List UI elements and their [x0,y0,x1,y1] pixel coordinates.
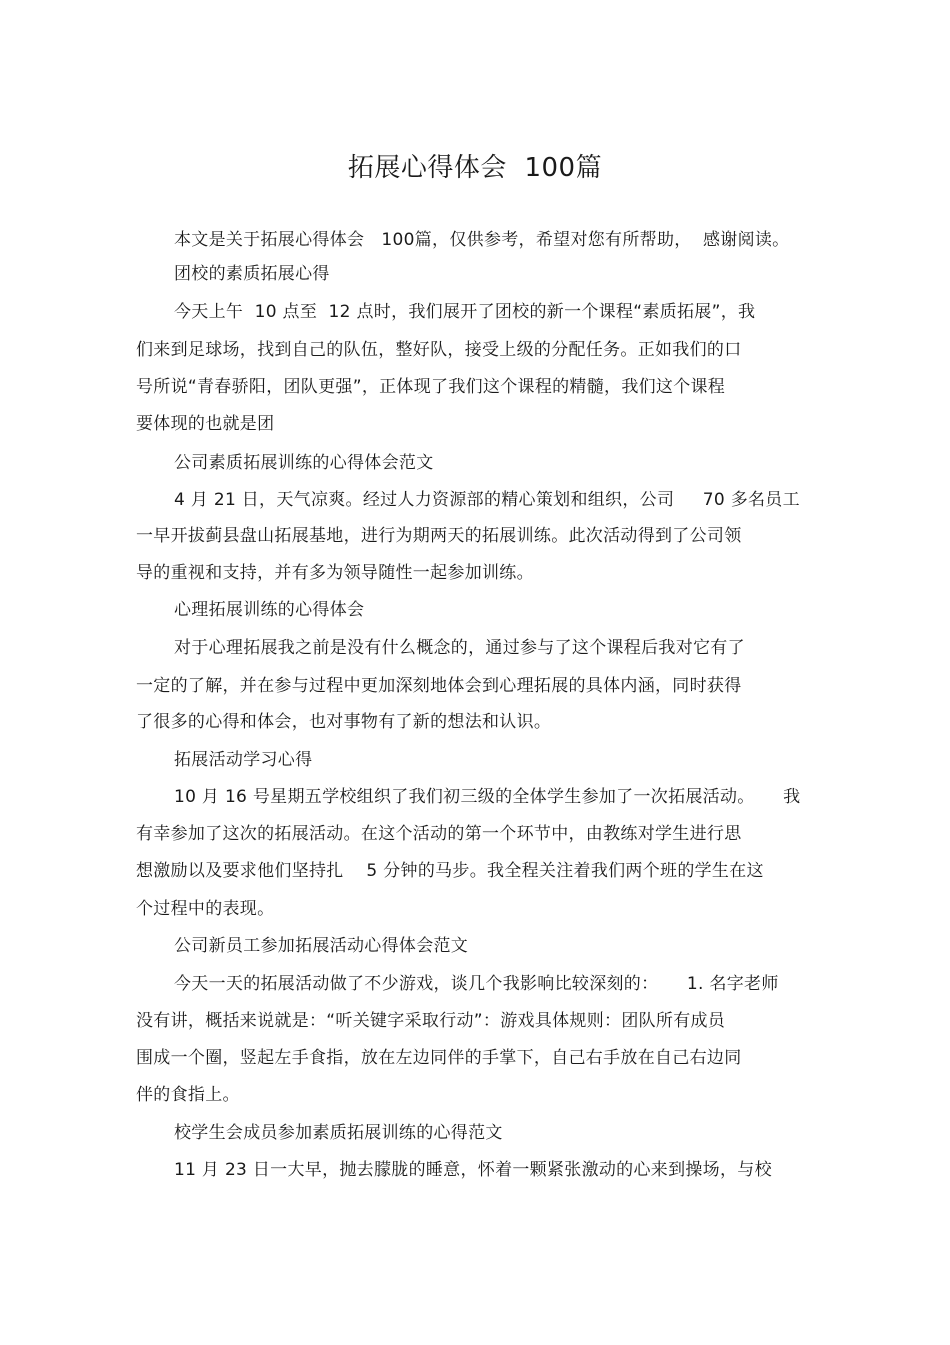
paragraph-line: 要体现的也就是团 [136,414,275,434]
paragraph-line: 对于心理拓展我之前是没有什么概念的，通过参与了这个课程后我对它有了 [174,638,745,658]
section-heading: 团校的素质拓展心得 [174,264,330,284]
paragraph-line: 有幸参加了这次的拓展活动。在这个活动的第一个环节中，由教练对学生进行思 [136,824,742,844]
paragraph-line: 个过程中的表现。 [136,899,275,919]
paragraph-line: 今天上午 10 点至 12 点时，我们展开了团校的新一个课程“素质拓展”，我 [174,302,756,322]
paragraph-line: 号所说“青春骄阳，团队更强”，正体现了我们这个课程的精髓，我们这个课程 [136,377,726,397]
paragraph-line: 4 月 21 日，天气凉爽。经过人力资源部的精心策划和组织，公司 70 多名员工 [174,490,800,510]
paragraph-line: 10 月 16 号星期五学校组织了我们初三级的全体学生参加了一次拓展活动。 我 [174,787,801,807]
paragraph-line: 11 月 23 日一大早，抛去朦胧的睡意，怀着一颗紧张激动的心来到操场，与校 [174,1160,772,1180]
paragraph-line: 了很多的心得和体会，也对事物有了新的想法和认识。 [136,712,552,732]
paragraph-line: 想激励以及要求他们坚持扎 5 分钟的马步。我全程关注着我们两个班的学生在这 [136,861,764,881]
paragraph-line: 一早开拔蓟县盘山拓展基地，进行为期两天的拓展训练。此次活动得到了公司领 [136,526,742,546]
section-heading: 校学生会成员参加素质拓展训练的心得范文 [174,1123,503,1143]
section-heading: 公司新员工参加拓展活动心得体会范文 [174,936,469,956]
paragraph-line: 导的重视和支持，并有多为领导随性一起参加训练。 [136,563,534,583]
paragraph-line: 本文是关于拓展心得体会 100篇，仅供参考，希望对您有所帮助， 感谢阅读。 [174,230,790,250]
section-heading: 拓展活动学习心得 [174,750,313,770]
paragraph-line: 们来到足球场，找到自己的队伍，整好队，接受上级的分配任务。正如我们的口 [136,340,742,360]
paragraph-line: 一定的了解，并在参与过程中更加深刻地体会到心理拓展的具体内涵，同时获得 [136,676,742,696]
section-heading: 公司素质拓展训练的心得体会范文 [174,453,434,473]
section-heading: 心理拓展训练的心得体会 [174,600,365,620]
paragraph-line: 今天一天的拓展活动做了不少游戏，谈几个我影响比较深刻的： 1. 名字老师 [174,974,779,994]
paragraph-line: 围成一个圈，竖起左手食指，放在左边同伴的手掌下，自己右手放在自己右边同 [136,1048,742,1068]
paragraph-line: 没有讲，概括来说就是：“听关键字采取行动”：游戏具体规则：团队所有成员 [136,1011,726,1031]
document-title: 拓展心得体会 100篇 [347,153,603,183]
paragraph-line: 伴的食指上。 [136,1085,240,1105]
